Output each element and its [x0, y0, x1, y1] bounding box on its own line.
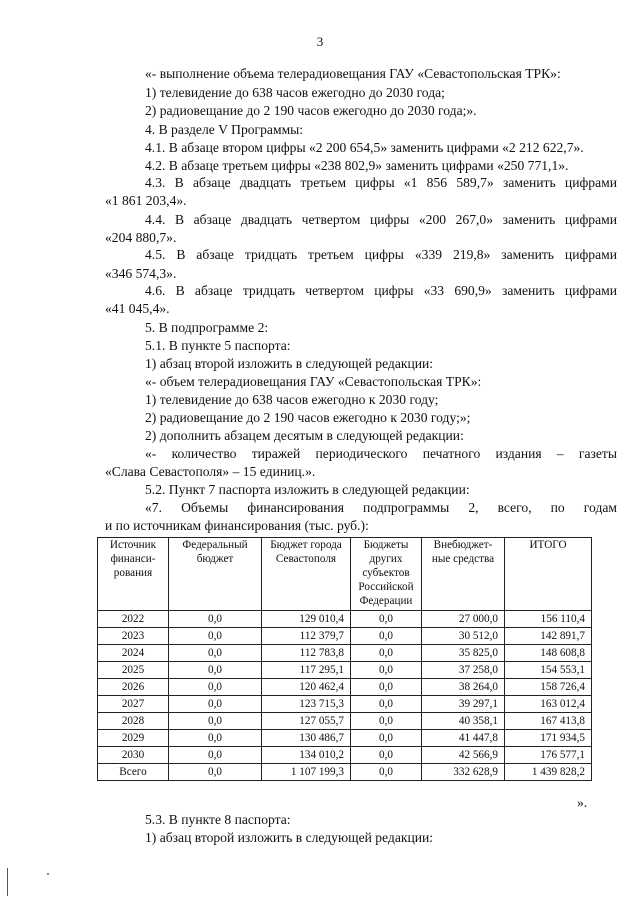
- paragraph-line: «7. Объемы финансирования подпрограммы 2, всего, по годам: [145, 500, 617, 515]
- cell-extra: 39 297,1: [422, 696, 505, 713]
- cell-fed: 0,0: [169, 611, 262, 628]
- table-row: [98, 747, 592, 764]
- table-header-row: [98, 538, 592, 611]
- paragraph-line: 2) радиовещание до 2 190 часов ежегодно до 2030 года;».: [145, 103, 477, 118]
- header-source: Источник финанси-рования: [98, 538, 169, 611]
- scan-dot: [47, 873, 49, 875]
- paragraph-line: 4. В разделе V Программы:: [145, 122, 304, 137]
- paragraph-line: «346 574,3».: [105, 266, 177, 281]
- cell-year: 2027: [98, 696, 169, 713]
- paragraph-line: «- выполнение объема телерадиовещания ГАУ «Севастопольская ТРК»:: [145, 66, 561, 81]
- cell-year: 2028: [98, 713, 169, 730]
- paragraph-line: 4.2. В абзаце третьем цифры «238 802,9» заменить цифрами «250 771,1».: [145, 158, 569, 173]
- closing-quote: ».: [577, 795, 588, 810]
- cell-other: 0,0: [351, 662, 422, 679]
- cell-other: 0,0: [351, 611, 422, 628]
- table-row: [98, 645, 592, 662]
- cell-total: 156 110,4: [505, 611, 592, 628]
- paragraph-line: «Слава Севастополя» – 15 единиц.».: [105, 464, 316, 479]
- cell-fed: 0,0: [169, 679, 262, 696]
- cell-city: 129 010,4: [262, 611, 351, 628]
- cell-year: 2029: [98, 730, 169, 747]
- cell-other: 0,0: [351, 696, 422, 713]
- header-extrabudgetary: Внебюджет-ные средства: [422, 538, 505, 611]
- page-number: 3: [316, 34, 324, 49]
- paragraph-line: 2) дополнить абзацем десятым в следующей редакции:: [145, 428, 464, 443]
- cell-city: 123 715,3: [262, 696, 351, 713]
- cell-extra: 42 566,9: [422, 747, 505, 764]
- cell-extra: 30 512,0: [422, 628, 505, 645]
- cell-total: 1 439 828,2: [505, 764, 592, 781]
- cell-city: 127 055,7: [262, 713, 351, 730]
- cell-city: 120 462,4: [262, 679, 351, 696]
- header-total: ИТОГО: [505, 538, 592, 611]
- cell-fed: 0,0: [169, 628, 262, 645]
- cell-year: Всего: [98, 764, 169, 781]
- paragraph-line: «- объем телерадиовещания ГАУ «Севастопольская ТРК»:: [145, 374, 482, 389]
- paragraph-line: «1 861 203,4».: [105, 193, 187, 208]
- cell-total: 158 726,4: [505, 679, 592, 696]
- cell-extra: 37 258,0: [422, 662, 505, 679]
- header-federal-budget: Федеральный бюджет: [169, 538, 262, 611]
- cell-fed: 0,0: [169, 747, 262, 764]
- paragraph-line: 1) телевидение до 638 часов ежегодно до 2030 года;: [145, 85, 445, 100]
- cell-fed: 0,0: [169, 662, 262, 679]
- paragraph-line: 4.4. В абзаце двадцать четвертом цифры «200 267,0» заменить цифрами: [145, 212, 617, 227]
- paragraph-line: 1) телевидение до 638 часов ежегодно к 2030 году;: [145, 392, 439, 407]
- paragraph-line: 4.3. В абзаце двадцать третьем цифры «1 856 589,7» заменить цифрами: [145, 175, 617, 190]
- paragraph-line: «- количество тиражей периодического печатного издания – газеты: [145, 446, 617, 461]
- cell-fed: 0,0: [169, 764, 262, 781]
- table-row: [98, 764, 592, 781]
- cell-total: 163 012,4: [505, 696, 592, 713]
- cell-year: 2022: [98, 611, 169, 628]
- cell-total: 176 577,1: [505, 747, 592, 764]
- cell-year: 2026: [98, 679, 169, 696]
- cell-extra: 332 628,9: [422, 764, 505, 781]
- cell-other: 0,0: [351, 747, 422, 764]
- cell-total: 167 413,8: [505, 713, 592, 730]
- cell-other: 0,0: [351, 645, 422, 662]
- paragraph-line: 4.1. В абзаце втором цифры «2 200 654,5» заменить цифрами «2 212 622,7».: [145, 140, 584, 155]
- financing-table: [97, 537, 592, 781]
- paragraph-line: 1) абзац второй изложить в следующей редакции:: [145, 356, 434, 371]
- paragraph-line: 5.3. В пункте 8 паспорта:: [145, 812, 291, 827]
- cell-other: 0,0: [351, 679, 422, 696]
- cell-extra: 38 264,0: [422, 679, 505, 696]
- cell-total: 148 608,8: [505, 645, 592, 662]
- paragraph-line: «41 045,4».: [105, 301, 170, 316]
- cell-city: 117 295,1: [262, 662, 351, 679]
- cell-other: 0,0: [351, 730, 422, 747]
- paragraph-line: 4.5. В абзаце тридцать третьем цифры «339 219,8» заменить цифрами: [145, 247, 617, 262]
- cell-city: 112 783,8: [262, 645, 351, 662]
- paragraph-line: 5.1. В пункте 5 паспорта:: [145, 338, 291, 353]
- cell-extra: 40 358,1: [422, 713, 505, 730]
- paragraph-line: «204 880,7».: [105, 230, 177, 245]
- paragraph-line: 5.2. Пункт 7 паспорта изложить в следующей редакции:: [145, 482, 470, 497]
- paragraph-line: 2) радиовещание до 2 190 часов ежегодно к 2030 году;»;: [145, 410, 471, 425]
- cell-total: 171 934,5: [505, 730, 592, 747]
- table-row: [98, 713, 592, 730]
- cell-other: 0,0: [351, 764, 422, 781]
- cell-year: 2030: [98, 747, 169, 764]
- cell-year: 2023: [98, 628, 169, 645]
- cell-total: 142 891,7: [505, 628, 592, 645]
- cell-city: 112 379,7: [262, 628, 351, 645]
- paragraph-line: 1) абзац второй изложить в следующей редакции:: [145, 830, 434, 845]
- cell-city: 134 010,2: [262, 747, 351, 764]
- cell-extra: 35 825,0: [422, 645, 505, 662]
- cell-city: 1 107 199,3: [262, 764, 351, 781]
- table-row: [98, 730, 592, 747]
- cell-fed: 0,0: [169, 730, 262, 747]
- table-row: [98, 662, 592, 679]
- header-other-subjects: Бюджеты других субъектов Российской Федерации: [351, 538, 422, 611]
- paragraph-line: и по источникам финансирования (тыс. руб.):: [105, 518, 369, 533]
- cell-total: 154 553,1: [505, 662, 592, 679]
- cell-other: 0,0: [351, 713, 422, 730]
- cell-fed: 0,0: [169, 645, 262, 662]
- table-row: [98, 628, 592, 645]
- cell-extra: 27 000,0: [422, 611, 505, 628]
- scan-margin-mark: [7, 868, 8, 896]
- cell-city: 130 486,7: [262, 730, 351, 747]
- cell-other: 0,0: [351, 628, 422, 645]
- cell-fed: 0,0: [169, 713, 262, 730]
- paragraph-line: 5. В подпрограмме 2:: [145, 320, 269, 335]
- cell-fed: 0,0: [169, 696, 262, 713]
- header-city-budget: Бюджет города Севастополя: [262, 538, 351, 611]
- cell-year: 2024: [98, 645, 169, 662]
- table-row: [98, 611, 592, 628]
- cell-extra: 41 447,8: [422, 730, 505, 747]
- paragraph-line: 4.6. В абзаце тридцать четвертом цифры «33 690,9» заменить цифрами: [145, 283, 617, 298]
- cell-year: 2025: [98, 662, 169, 679]
- table-row: [98, 679, 592, 696]
- table-row: [98, 696, 592, 713]
